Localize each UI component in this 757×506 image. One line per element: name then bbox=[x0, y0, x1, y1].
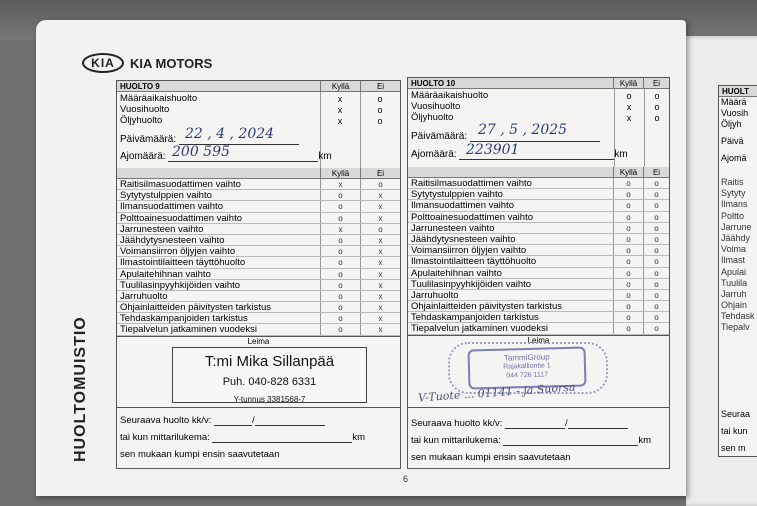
top-item: Öljyhuolto bbox=[120, 115, 163, 126]
item-row: Apulaitehihnan vaihto o x bbox=[117, 269, 400, 280]
item-row: Tiepalvelun jatkaminen vuodeksi o o bbox=[408, 323, 669, 334]
mark: x bbox=[337, 105, 343, 115]
items-header bbox=[117, 168, 400, 179]
item-row: Jäähdytysnesteen vaihto o o bbox=[408, 234, 669, 245]
col-yes: Kyllä bbox=[613, 78, 643, 88]
mark: x bbox=[337, 94, 343, 104]
page-number: 6 bbox=[403, 474, 409, 484]
next-date: Seuraava huolto kk/v: / bbox=[120, 415, 325, 426]
kia-logo-mark: KIA bbox=[82, 53, 124, 73]
workshop-stamp bbox=[172, 347, 367, 403]
mark: o bbox=[377, 116, 383, 126]
stamp-name: T:mi Mika Sillanpää bbox=[204, 352, 335, 370]
item-row: Ilmastointilaitteen täyttöhuolto o o bbox=[408, 256, 669, 267]
top-item: Määräaikaishuolto bbox=[120, 93, 198, 104]
item-row: Jäähdytysnesteen vaihto o x bbox=[117, 235, 400, 246]
mileage-label: Ajomäärä: bbox=[120, 151, 166, 162]
mark: o bbox=[654, 91, 660, 101]
item-row: Voimansiirron öljyjen vaihto o x bbox=[117, 246, 400, 257]
service-9-header bbox=[117, 81, 400, 92]
mark: o bbox=[654, 102, 660, 112]
item-row: Sytytystulppien vaihto o x bbox=[117, 190, 400, 201]
item-row: Sytytystulppien vaihto o o bbox=[408, 189, 669, 200]
side-title: HUOLTOMUISTIO bbox=[72, 316, 89, 462]
top-item: Öljyhuolto bbox=[411, 112, 454, 123]
item-row: Raitisilmasuodattimen vaihto o o bbox=[408, 178, 669, 189]
stamp-address: Rajakalliontie 1 bbox=[503, 362, 551, 371]
stamp-label: Leima bbox=[527, 335, 550, 345]
mileage-handwriting: 223901 bbox=[466, 142, 520, 158]
service-10-header bbox=[408, 78, 669, 89]
mileage-handwriting: 200 595 bbox=[172, 144, 230, 160]
next-note: sen mukaan kumpi ensin saavutetaan bbox=[120, 448, 280, 460]
date-field: Päivämäärä: bbox=[411, 131, 600, 142]
mark: x bbox=[626, 102, 632, 112]
top-item: Määräaikaishuolto bbox=[411, 90, 489, 101]
service-11-title: HUOLT bbox=[722, 87, 749, 96]
item-row: Ilmansuodattimen vaihto o x bbox=[117, 201, 400, 212]
service-9-box bbox=[116, 80, 401, 469]
service-11-next: Seuraa tai kun sen m bbox=[721, 409, 751, 453]
date-label: Päivämäärä: bbox=[120, 134, 177, 145]
item-row: Tuulilasinpyyhkijöiden vaihto o x bbox=[117, 280, 400, 291]
item-row: Tehdaskampanjoiden tarkistus o o bbox=[408, 312, 669, 323]
service-10-title: HUOLTO 10 bbox=[411, 79, 456, 88]
service-11-top: Määrä Vuosih Öljyh Päivä Ajomä bbox=[721, 97, 749, 163]
next-service bbox=[117, 407, 400, 465]
item-row: Ohjainlaitteiden päivitysten tarkistus o o bbox=[408, 301, 669, 312]
stamp-area bbox=[117, 336, 400, 407]
items-header: Kyllä Ei bbox=[408, 167, 669, 178]
km-label: km bbox=[318, 151, 332, 162]
top-item: Vuosihuolto bbox=[120, 104, 170, 115]
col-no: Ei bbox=[643, 78, 669, 88]
top-item: Vuosihuolto bbox=[411, 101, 461, 112]
next-service: Seuraava huolto kk/v: / tai kun mittarilukema: km sen mukaan kumpi ensin saavutetaan bbox=[408, 407, 669, 465]
service-9-items bbox=[117, 179, 400, 336]
item-row: Jarrunesteen vaihto o o bbox=[408, 223, 669, 234]
item-row: Jarrunesteen vaihto x o bbox=[117, 224, 400, 235]
brand-name: KIA MOTORS bbox=[130, 55, 213, 71]
col-no: Ei bbox=[360, 168, 400, 178]
stamp-area bbox=[408, 335, 669, 407]
service-9-title: HUOLTO 9 bbox=[120, 82, 160, 91]
mark: o bbox=[626, 91, 632, 101]
signature: V-Tuote ... 01141 - ja Suorsa bbox=[417, 380, 576, 405]
item-row: Polttoainesuodattimen vaihto o o bbox=[408, 212, 669, 223]
item-row: Voimansiirron öljyjen vaihto o o bbox=[408, 245, 669, 256]
service-9-top bbox=[117, 92, 400, 168]
item-row: Apulaitehihnan vaihto o o bbox=[408, 268, 669, 279]
next-mileage: tai kun mittarilukema: km bbox=[120, 431, 366, 443]
stamp-phone: 044 726 1117 bbox=[506, 371, 549, 380]
col-yes: Kyllä bbox=[320, 81, 360, 91]
kia-logo bbox=[82, 53, 212, 73]
mark: x bbox=[626, 113, 632, 123]
item-row: Tuulilasinpyyhkijöiden vaihto o o bbox=[408, 279, 669, 290]
service-10-top bbox=[408, 89, 669, 167]
stamp-phone: Puh. 040-828 6331 bbox=[222, 375, 317, 388]
stamp-name: TammiGroup bbox=[503, 352, 550, 363]
mark: o bbox=[377, 94, 383, 104]
item-row: Tiepalvelun jatkaminen vuodeksi o x bbox=[117, 324, 400, 335]
mileage-field: Ajomäärä: km bbox=[411, 149, 628, 160]
service-11-partial bbox=[718, 85, 757, 457]
date-handwriting: 22 , 4 , 2024 bbox=[185, 126, 275, 142]
item-row: Ilmansuodattimen vaihto o o bbox=[408, 200, 669, 211]
date-handwriting: 27 , 5 , 2025 bbox=[478, 122, 568, 138]
item-row: Jarruhuolto o x bbox=[117, 291, 400, 302]
item-row: Raitisilmasuodattimen vaihto x o bbox=[117, 179, 400, 190]
item-row: Tehdaskampanjoiden tarkistus o x bbox=[117, 313, 400, 324]
item-row: Ilmastointilaitteen täyttöhuolto o x bbox=[117, 257, 400, 268]
mark: x bbox=[337, 116, 343, 126]
service-10-box bbox=[407, 77, 670, 469]
item-row: Polttoainesuodattimen vaihto o x bbox=[117, 213, 400, 224]
col-yes: Kyllä bbox=[320, 168, 360, 178]
col-no: Ei bbox=[360, 81, 400, 91]
mark: o bbox=[654, 113, 660, 123]
stamp-label: Leima bbox=[247, 336, 270, 346]
mark: o bbox=[377, 105, 383, 115]
item-row: Ohjainlaitteiden päivitysten tarkistus o x bbox=[117, 302, 400, 313]
service-11-items: Raitis Sytyty Ilmans Poltto Jarrune Jäähdy Voima Ilmast Apulai Tuulila Jarruh Ohjain Tehdask Tiepalv bbox=[721, 177, 755, 333]
service-10-items bbox=[408, 178, 669, 335]
item-row: Jarruhuolto o o bbox=[408, 290, 669, 301]
stamp-ytunnus: Y-tunnus 3381568-7 bbox=[233, 394, 306, 404]
